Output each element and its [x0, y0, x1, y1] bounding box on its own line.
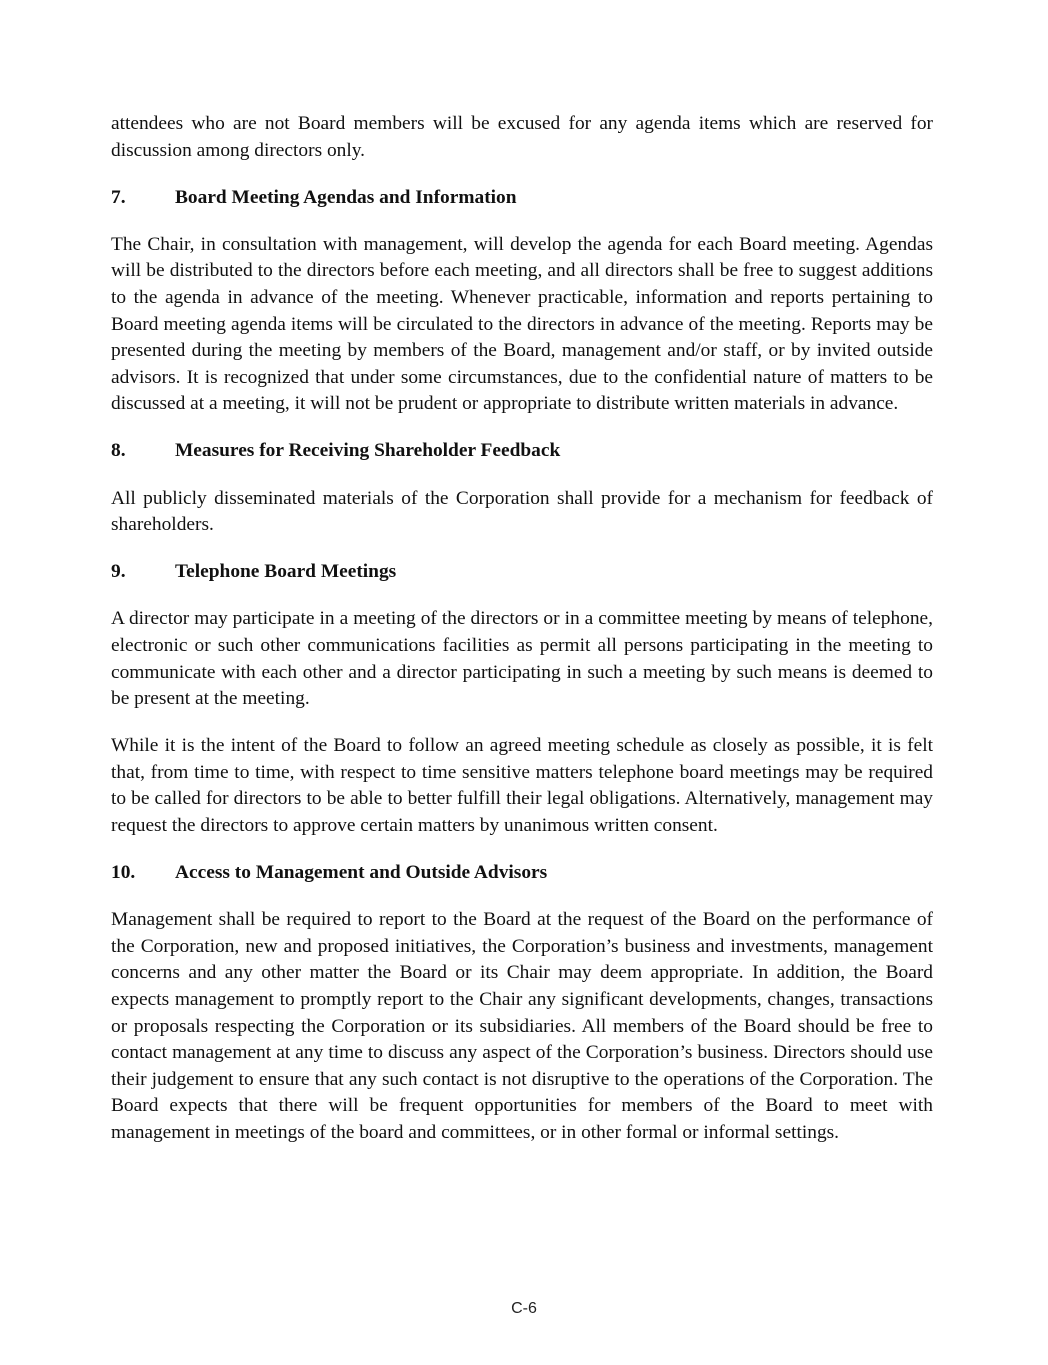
intro-paragraph: attendees who are not Board members will be excused for any agenda items which are reserved for discussion among directors only. [111, 113, 933, 161]
section-9-paragraph-1: A director may participate in a meeting of the directors or in a committee meeting by means of telephone, electronic or such other communications facilities as permit all persons participating in the meeting to communicate with each other and a director participating in such a meeting by such means is deemed to be present at the meeting. [111, 608, 933, 710]
section-7-heading [111, 185, 933, 212]
section-7-paragraph: The Chair, in consultation with management, will develop the agenda for each Board meeting. Agendas will be distributed to the directors before each meeting, and all directors shall be free to suggest additions to the agenda in advance of the meeting. Whenever practicable, information and reports pertaining to Board meeting agenda items will be circulated to the directors in advance of the meeting. Reports may be presented during the meeting by members of the Board, management and/or staff, or by invited outside advisors. It is recognized that under some circumstances, due to the confidential nature of matters to be discussed at a meeting, it will not be prudent or appropriate to distribute written materials in advance. [111, 233, 933, 415]
section-title: Telephone Board Meetings [175, 561, 397, 583]
section-number: 10. [111, 862, 136, 884]
section-title: Measures for Receiving Shareholder Feedback [175, 440, 561, 462]
section-8-heading [111, 438, 933, 465]
section-number: 8. [111, 440, 126, 462]
section-9-heading [111, 559, 933, 586]
section-8-paragraph: All publicly disseminated materials of the Corporation shall provide for a mechanism for feedback of shareholders. [111, 487, 933, 536]
section-10-paragraph: Management shall be required to report to the Board at the request of the Board on the performance of the Corporation, new and proposed initiatives, the Corporation’s business and investments, management concerns and any other matter the Board or its Chair may deem appropriate. In addition, the Board expects management to promptly report to the Chair any significant developments, changes, transactions or proposals respecting the Corporation or its subsidiaries. All members of the Board should be free to contact management at any time to discuss any aspect of the Corporation’s business. Directors should use their judgement to ensure that any such contact is not disruptive to the operations of the Corporation. The Board expects that there will be frequent opportunities for members of the Board to meet with management in meetings of the board and committees, or in other formal or informal settings. [111, 909, 933, 1143]
section-number: 7. [111, 186, 126, 208]
document-body [111, 111, 933, 1167]
section-number: 9. [111, 561, 126, 583]
section-9-paragraph-2: While it is the intent of the Board to follow an agreed meeting schedule as closely as possible, it is felt that, from time to time, with respect to time sensitive matters telephone board meetings may be required to be called for directors to be able to better fulfill their legal obligations. Alternatively, management may request the directors to approve certain matters by unanimous written consent. [111, 735, 933, 836]
page-number: C-6 [511, 1300, 537, 1317]
section-10-heading [111, 860, 933, 887]
section-title: Board Meeting Agendas and Information [175, 186, 517, 208]
section-title: Access to Management and Outside Advisors [175, 862, 548, 884]
